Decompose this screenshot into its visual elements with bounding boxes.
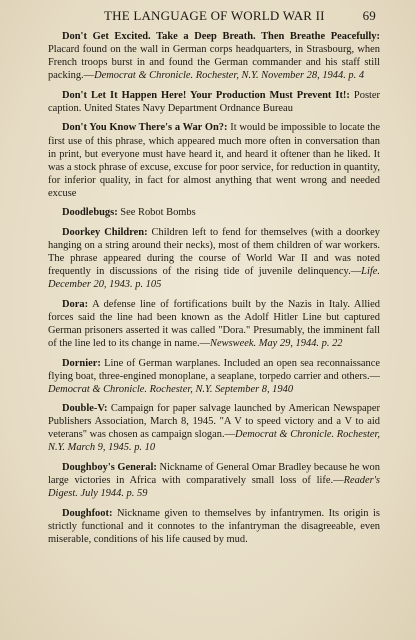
entry-citation: Newsweek. May 29, 1944. p. 22 <box>210 337 343 349</box>
entry-term: Don't You Know There's a War On?: <box>62 122 228 134</box>
entry-definition: It would be impossible to locate the first use of this phrase, which appeared much more often in conversation than in print, but everyone must have heard it, and heard it oftener than he liked. It was a stock phrase of excuse, excuse for poor service, for reduction in quantity, for inferior quality, in fact for almost anything that went wrong and needed excuse <box>48 122 380 199</box>
entry-definition: Line of German warplanes. Included an open sea reconnaissance flying boat, three-engined monoplane, a seaplane, torpedo carrier and others.— <box>48 357 380 382</box>
entry-dont-let-it-happen-here <box>48 89 380 115</box>
entry-definition: See Robot Bombs <box>117 207 196 219</box>
entry-term: Doughfoot: <box>62 507 113 519</box>
entry-dont-get-excited <box>48 30 380 82</box>
entry-definition: Nickname given to themselves by infantrymen. Its origin is strictly functional and it connotes to the infantryman the disagreeable, even miserable, conditions of his life caused by mud. <box>48 507 380 545</box>
entry-definition: Placard found on the wall in German corps headquarters, in Strasbourg, when French troops burst in and found the German commander and his staff still packing.— <box>48 44 380 82</box>
entry-term: Don't Let It Happen Here! Your Production Must Prevent It!: <box>62 89 350 101</box>
entry-citation: Democrat & Chronicle. Rochester, N.Y. March 9, 1945. p. 10 <box>48 429 380 454</box>
entry-dornier <box>48 357 380 396</box>
entry-doodlebugs <box>48 206 380 219</box>
entry-term: Don't Get Excited. Take a Deep Breath. Then Breathe Peacefully: <box>62 31 380 42</box>
entry-double-v <box>48 402 380 454</box>
entry-definition: Campaign for paper salvage launched by American Newspaper Publishers Association, March 8, 1945. "A V to speed victory and a V to aid veterans" was chosen as campaign slogan.— <box>48 403 380 441</box>
entry-citation: Life. December 20, 1943. p. 105 <box>48 266 380 291</box>
entry-dora <box>48 298 380 350</box>
running-title: THE LANGUAGE OF WORLD WAR II <box>104 8 325 23</box>
page-number: 69 <box>362 8 376 23</box>
entry-doughfoot <box>48 507 380 546</box>
entry-term: Doorkey Children: <box>62 226 148 238</box>
entry-dont-you-know <box>48 121 380 199</box>
entry-definition: Children left to fend for themselves (with a doorkey hanging on a string around their necks), most of them children of war workers. The phrase appeared during the course of World War II and was noted frequently in discussions of the rising tide of juvenile delinquency.— <box>48 226 380 278</box>
entry-definition: Poster caption. United States Navy Department Ordnance Bureau <box>48 89 381 114</box>
entry-citation: Democrat & Chronicle. Rochester, N.Y. September 8, 1940 <box>48 383 294 395</box>
entry-term: Dora: <box>62 298 89 310</box>
entry-citation: Democrat & Chronicle. Rochester, N.Y. November 28, 1944. p. 4 <box>94 70 365 82</box>
entry-term: Double-V: <box>62 403 108 415</box>
entry-definition: Nickname of General Omar Bradley because he won large victories in Africa with comparatively small loss of life.— <box>48 462 380 487</box>
running-header <box>48 8 376 28</box>
entry-term: Doodlebugs: <box>62 207 118 219</box>
entry-definition: A defense line of fortifications built by the Nazis in Italy. Allied forces said the line had been known as the Adolf Hitler Line but captured German prisoners asserted it was called "Dora." Presumably, the imminent fall of the line led to its change in name.— <box>48 298 380 349</box>
dictionary-entries <box>48 30 380 553</box>
entry-term: Doughboy's General: <box>62 462 157 474</box>
entry-doughboys-general <box>48 461 380 500</box>
entry-doorkey-children <box>48 226 380 291</box>
entry-term: Dornier: <box>62 357 101 369</box>
entry-citation: Reader's Digest. July 1944. p. 59 <box>48 475 380 500</box>
